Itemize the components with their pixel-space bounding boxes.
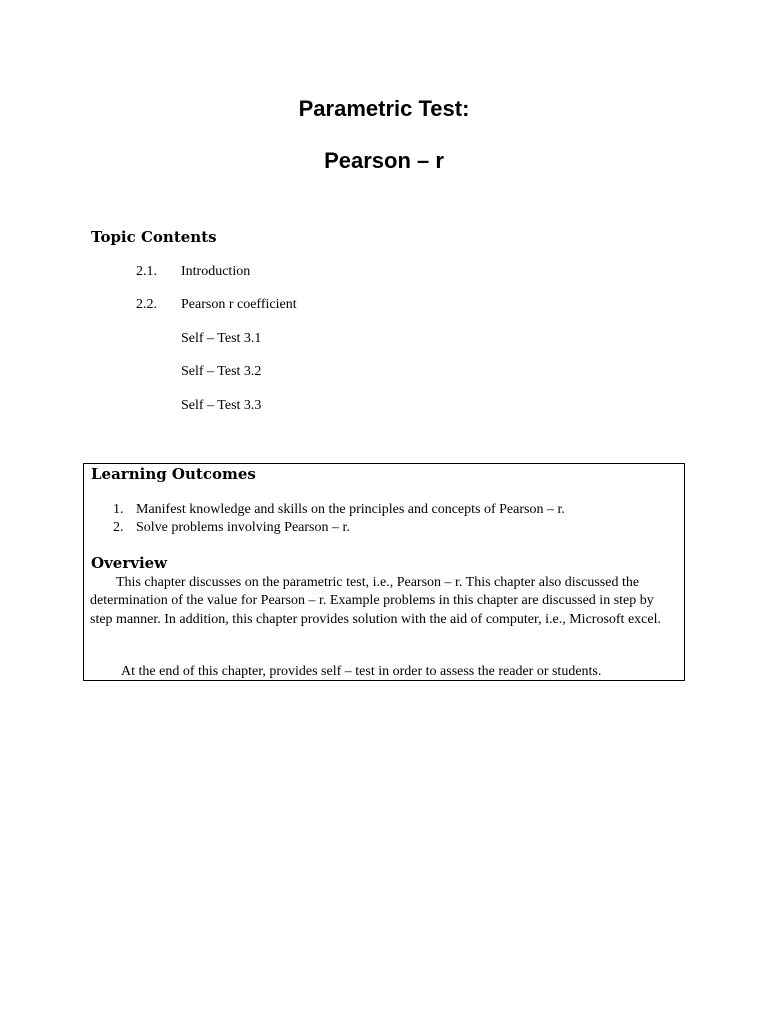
toc-item-number: 2.1. [136, 264, 157, 279]
overview-paragraph: This chapter discusses on the parametric test, i.e., Pearson – r. This chapter also discussed the determination of the value for Pearson – r. Example problems in this chapter are discussed in step by step manner. In addition, this chapter provides solution with the aid of computer, i.e., Microsoft excel. [90, 575, 661, 627]
document-subtitle: Pearson – r [324, 148, 444, 173]
toc-item-self-test-3-3: Self – Test 3.3 [181, 398, 262, 413]
learning-outcome-number: 1. [113, 502, 124, 517]
learning-outcome-text: Solve problems involving Pearson – r. [136, 520, 350, 535]
document-title: Parametric Test: [298, 96, 470, 121]
overview-closing-paragraph: At the end of this chapter, provides self – test in order to assess the reader or students. [121, 664, 602, 679]
learning-outcome-number: 2. [113, 520, 124, 535]
overview-heading: Overview [91, 554, 168, 572]
toc-item-self-test-3-2: Self – Test 3.2 [181, 364, 262, 379]
toc-item-number: 2.2. [136, 297, 157, 312]
toc-item-pearson-r-coefficient: Pearson r coefficient [181, 297, 297, 312]
learning-outcomes-box [83, 463, 685, 681]
topic-contents-heading: Topic Contents [91, 228, 217, 246]
toc-item-self-test-3-1: Self – Test 3.1 [181, 331, 262, 346]
learning-outcome-text: Manifest knowledge and skills on the principles and concepts of Pearson – r. [136, 502, 565, 517]
toc-item-introduction: Introduction [181, 264, 251, 279]
learning-outcomes-heading: Learning Outcomes [91, 465, 256, 483]
